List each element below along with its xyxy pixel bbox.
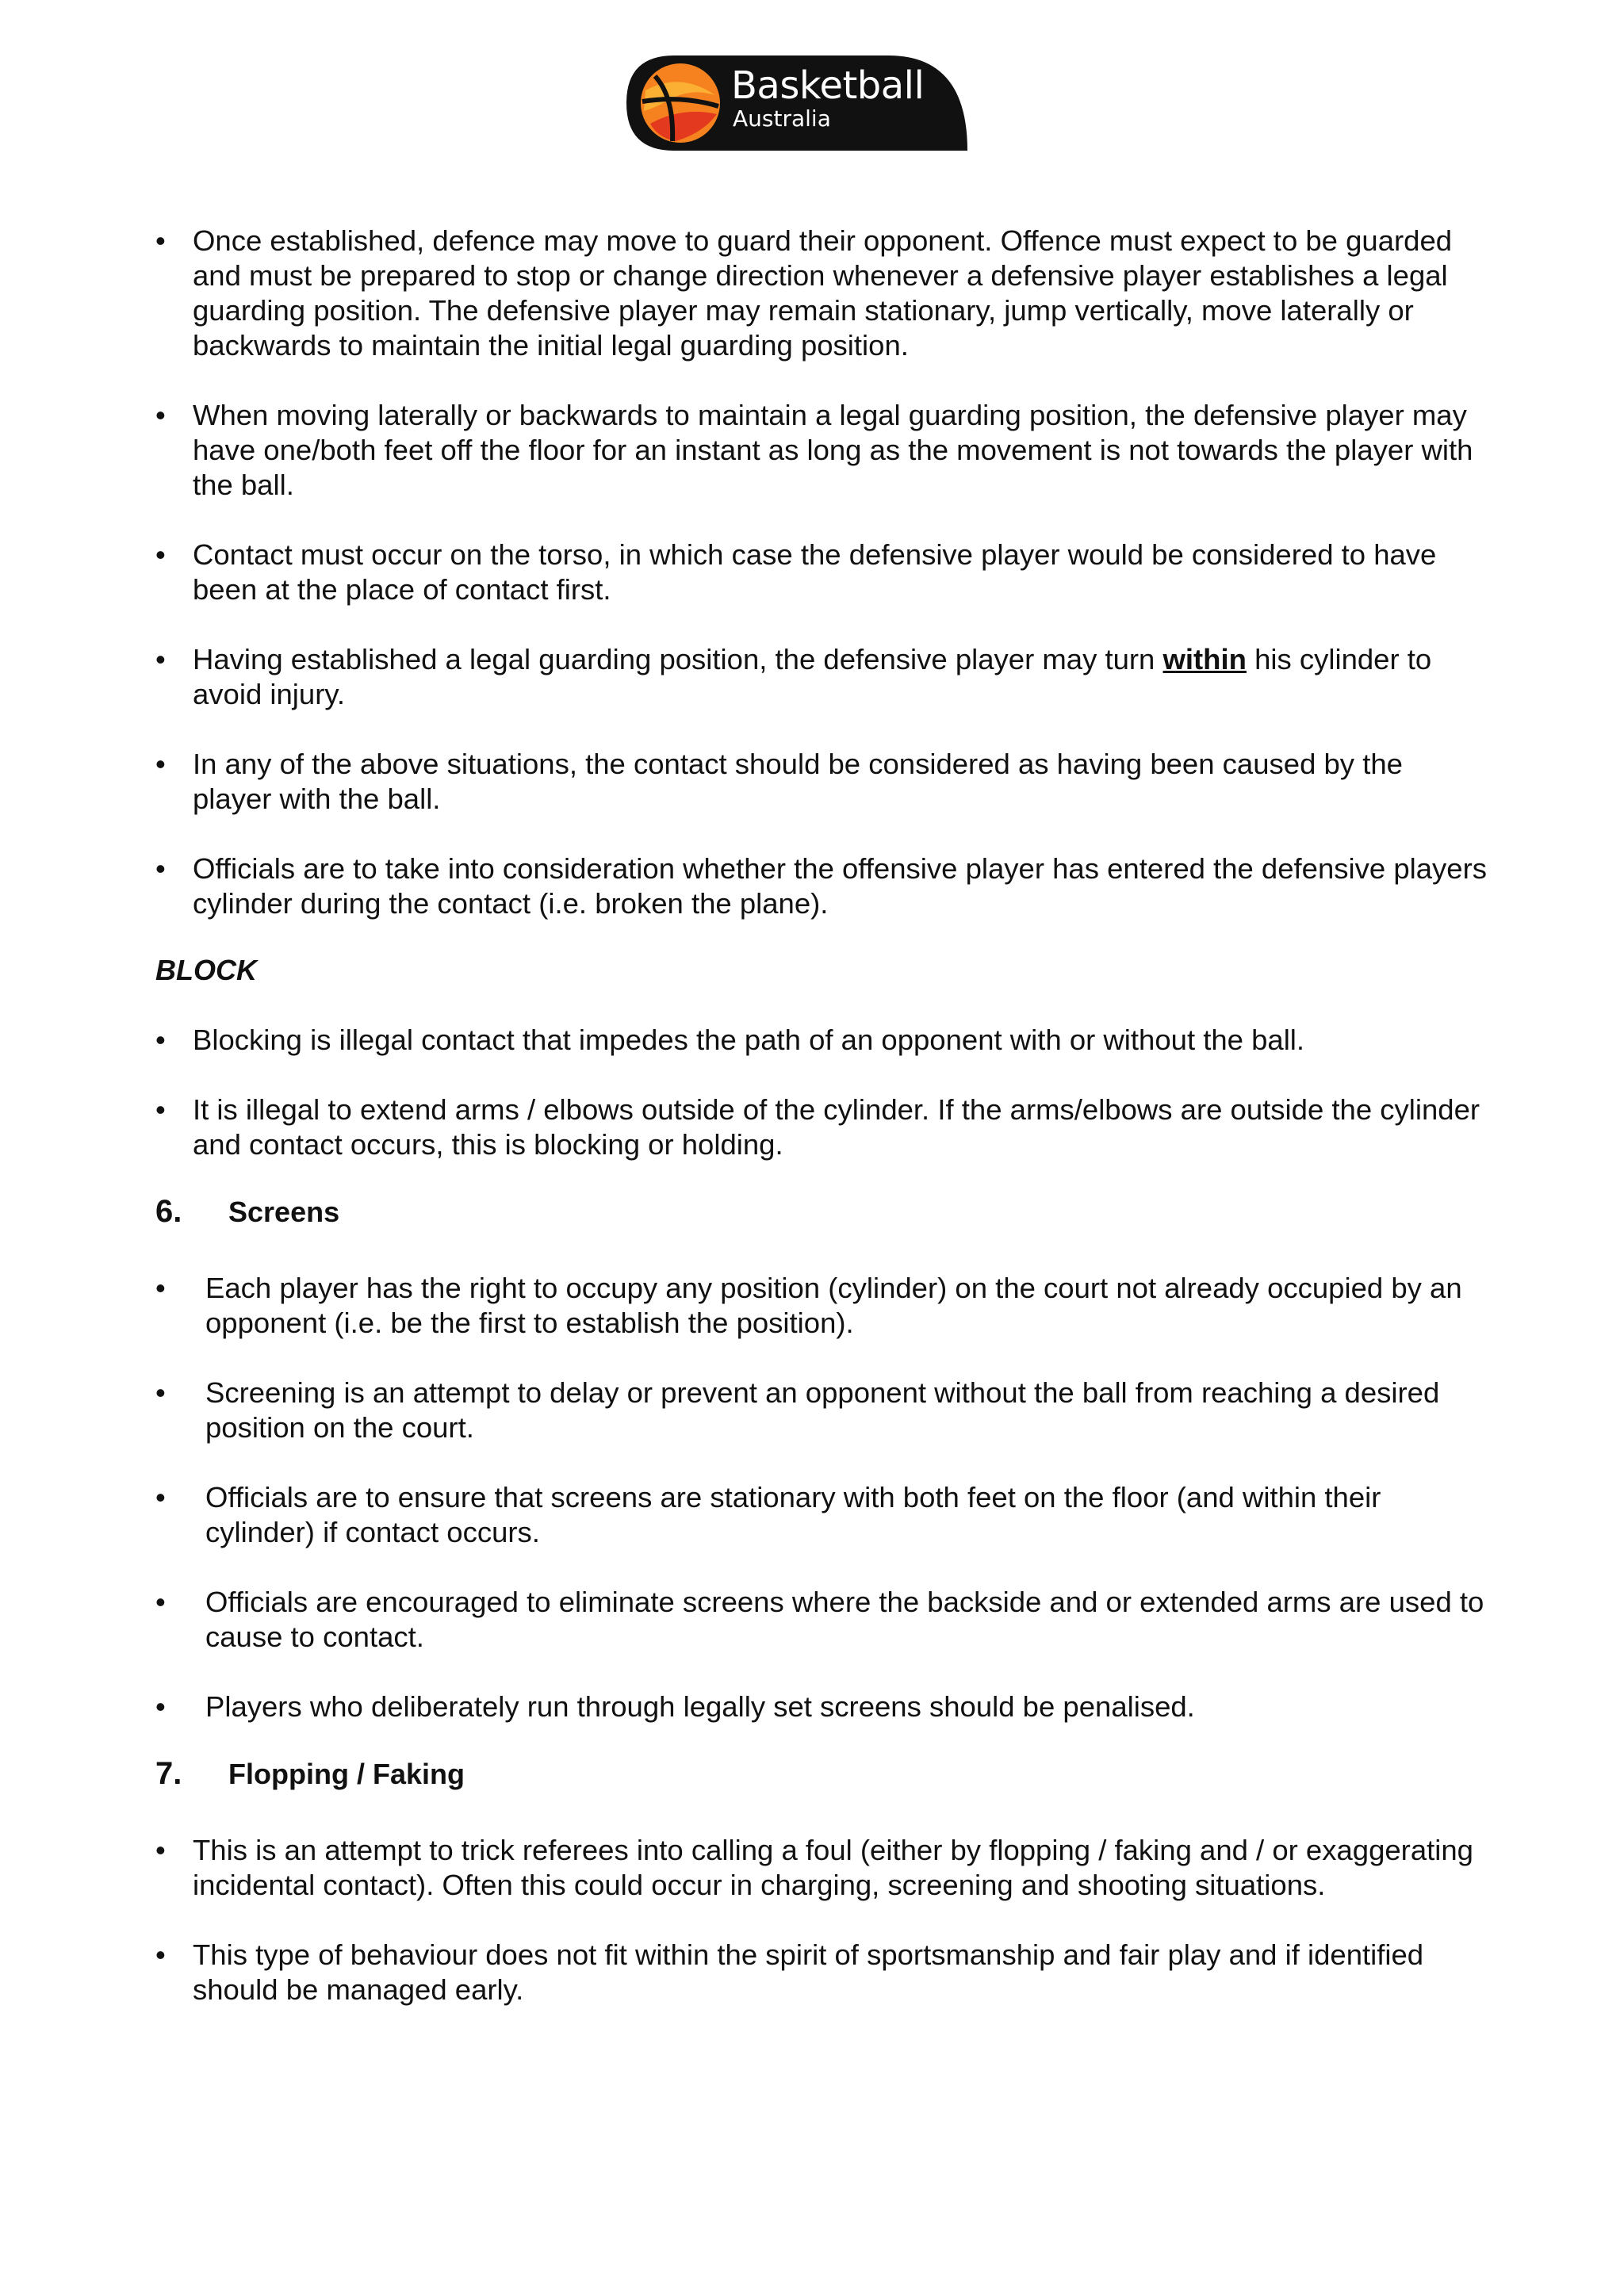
list-item-text: When moving laterally or backwards to maintain a legal guarding position, the defensive player may have one/both feet off the floor for an instant as long as the movement is not towards the player with the ball. <box>193 399 1473 501</box>
document-body <box>155 224 1488 2042</box>
bullet-icon: • <box>155 1690 166 1723</box>
bullet-icon: • <box>155 399 166 431</box>
list-item-text: Contact must occur on the torso, in which case the defensive player would be considered to have been at the place of contact first. <box>193 538 1437 606</box>
list-item-text: Blocking is illegal contact that impedes the path of an opponent with or without the ball. <box>193 1024 1305 1056</box>
list-item-text: Once established, defence may move to guard their opponent. Offence must expect to be guarded and must be prepared to stop or change direction whenever a defensive player establishes a legal guarding position. The defensive player may remain stationary, jump vertically, move laterally or backwards to maintain the initial legal guarding position. <box>193 224 1453 362</box>
list-item <box>155 747 1488 817</box>
bullet-icon: • <box>155 1938 166 1971</box>
bullet-icon: • <box>155 1272 166 1304</box>
emphasis-within: within <box>1162 643 1247 675</box>
bullet-icon: • <box>155 224 166 257</box>
list-item <box>155 1376 1488 1445</box>
list-item <box>155 538 1488 607</box>
list-item <box>155 398 1488 503</box>
bullet-icon: • <box>155 748 166 780</box>
list-item-text: Screening is an attempt to delay or prevent an opponent without the ball from reaching a desired position on the court. <box>205 1376 1440 1444</box>
list-item <box>155 1585 1488 1655</box>
list-item <box>155 1093 1488 1162</box>
list-item <box>155 642 1488 712</box>
section-heading-screens <box>155 1194 1488 1236</box>
section-number: 7. <box>155 1756 182 1791</box>
list-item <box>155 1271 1488 1341</box>
bullet-icon: • <box>155 1093 166 1126</box>
bullet-icon: • <box>155 1376 166 1409</box>
list-item <box>155 224 1488 363</box>
section-heading-flopping <box>155 1756 1488 1798</box>
list-item <box>155 1480 1488 1550</box>
list-item <box>155 1938 1488 2007</box>
list-item-text <box>193 642 1488 712</box>
list-item <box>155 1023 1488 1058</box>
block-heading: BLOCK <box>155 954 257 986</box>
bullet-icon: • <box>155 1024 166 1056</box>
list-item <box>155 1833 1488 1903</box>
logo-wordmark <box>731 63 925 132</box>
list-item-text: This is an attempt to trick referees into calling a foul (either by flopping / faking and / or exaggerating incidental contact). Often this could occur in charging, screening and shooting situations. <box>193 1834 1473 1901</box>
text-run: his cylinder to avoid injury. <box>193 643 1432 710</box>
list-item-text: This type of behaviour does not fit within the spirit of sportsmanship and fair play and if identified should be managed early. <box>193 1938 1424 2006</box>
section-title: Flopping / Faking <box>228 1758 465 1790</box>
list-item <box>155 1689 1488 1724</box>
list-item-text: Officials are to ensure that screens are stationary with both feet on the floor (and within their cylinder) if contact occurs. <box>205 1481 1381 1548</box>
bullet-icon: • <box>155 1834 166 1866</box>
list-item <box>155 851 1488 921</box>
list-item-text: Officials are encouraged to eliminate screens where the backside and or extended arms are used to cause to contact. <box>205 1586 1484 1653</box>
logo-line2: Australia <box>733 105 831 132</box>
bullet-icon: • <box>155 1481 166 1513</box>
section-number: 6. <box>155 1194 182 1229</box>
logo-line1: Basketball <box>731 63 925 108</box>
list-item-text: Officials are to take into consideration whether the offensive player has entered the defensive players cylinder during the contact (i.e. broken the plane). <box>193 852 1487 920</box>
bullet-icon: • <box>155 1586 166 1618</box>
list-item-text: Players who deliberately run through legally set screens should be penalised. <box>205 1690 1195 1723</box>
bullet-icon: • <box>155 643 166 675</box>
bullet-icon: • <box>155 538 166 571</box>
list-item-text: It is illegal to extend arms / elbows outside of the cylinder. If the arms/elbows are outside the cylinder and contact occurs, this is blocking or holding. <box>193 1093 1480 1161</box>
section-title: Screens <box>228 1196 340 1228</box>
text-run: Having established a legal guarding position, the defensive player may turn <box>193 643 1163 675</box>
list-item-text: In any of the above situations, the contact should be considered as having been caused by the player with the ball. <box>193 748 1403 815</box>
basketball-australia-logo <box>626 55 967 151</box>
list-item-text: Each player has the right to occupy any position (cylinder) on the court not already occupied by an opponent (i.e. be the first to establish the position). <box>205 1272 1462 1339</box>
bullet-icon: • <box>155 852 166 885</box>
